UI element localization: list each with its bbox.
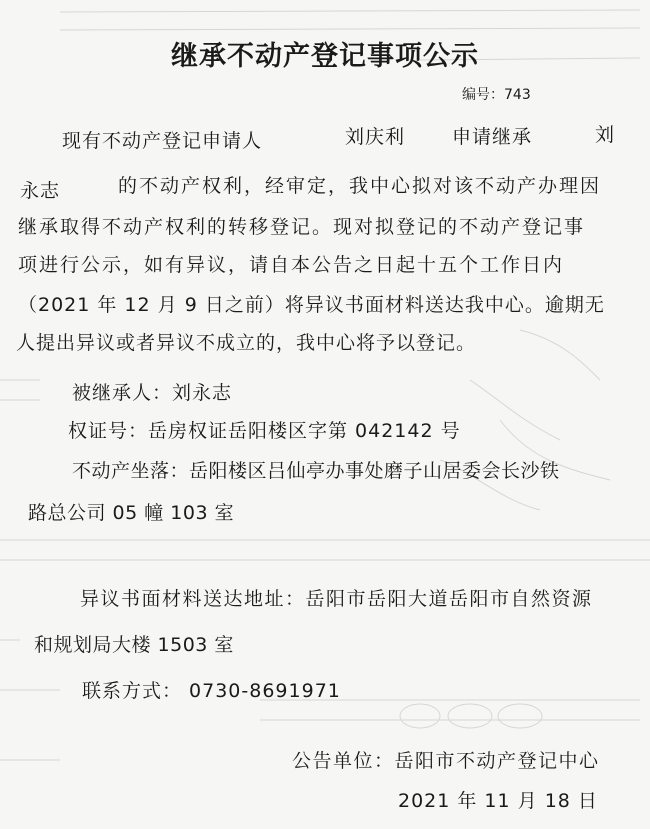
notice-number: 编号：743 <box>462 87 531 103</box>
certificate-number-field: 权证号：岳房权证岳阳楼区字第 042142 号 <box>68 420 461 442</box>
paragraph-line-5: （2021 年 12 月 9 日之前）将异议书面材料送达我中心。逾期无 <box>18 294 605 316</box>
issue-date: 2021 年 11 月 18 日 <box>398 790 598 812</box>
objection-address-line-1: 异议书面材料送达地址：岳阳市岳阳大道岳阳市自然资源 <box>80 588 593 610</box>
paragraph-line-6: 人提出异议或者异议不成立的，我中心将予以登记。 <box>16 332 477 354</box>
apply-inherit-text: 申请继承 <box>452 126 533 148</box>
heir-name-part2: 永志 <box>20 180 61 202</box>
heir-name-part1: 刘 <box>595 124 616 146</box>
notice-title: 继承不动产登记事项公示 <box>171 41 479 72</box>
contact-info: 联系方式： 0730-8691971 <box>82 680 341 702</box>
paragraph-line-4: 项进行公示，如有异议，请自本公告之日起十五个工作日内 <box>18 254 565 276</box>
issuer: 公告单位：岳阳市不动产登记中心 <box>292 750 600 772</box>
paragraph-line-3: 继承取得不动产权利的转移登记。现对拟登记的不动产登记事 <box>18 216 586 238</box>
decedent-field: 被继承人：刘永志 <box>72 382 233 404</box>
property-location-line-2: 路总公司 05 幢 103 室 <box>28 502 235 524</box>
applicant-name: 刘庆利 <box>345 126 406 148</box>
intro-text: 现有不动产登记申请人 <box>62 130 263 152</box>
objection-address-line-2: 和规划局大楼 1503 室 <box>34 634 234 656</box>
paragraph-line-2: 的不动产权利，经审定，我中心拟对该不动产办理因 <box>118 175 602 197</box>
property-location-line-1: 不动产坐落：岳阳楼区吕仙亭办事处磨子山居委会长沙铁 <box>72 460 560 482</box>
